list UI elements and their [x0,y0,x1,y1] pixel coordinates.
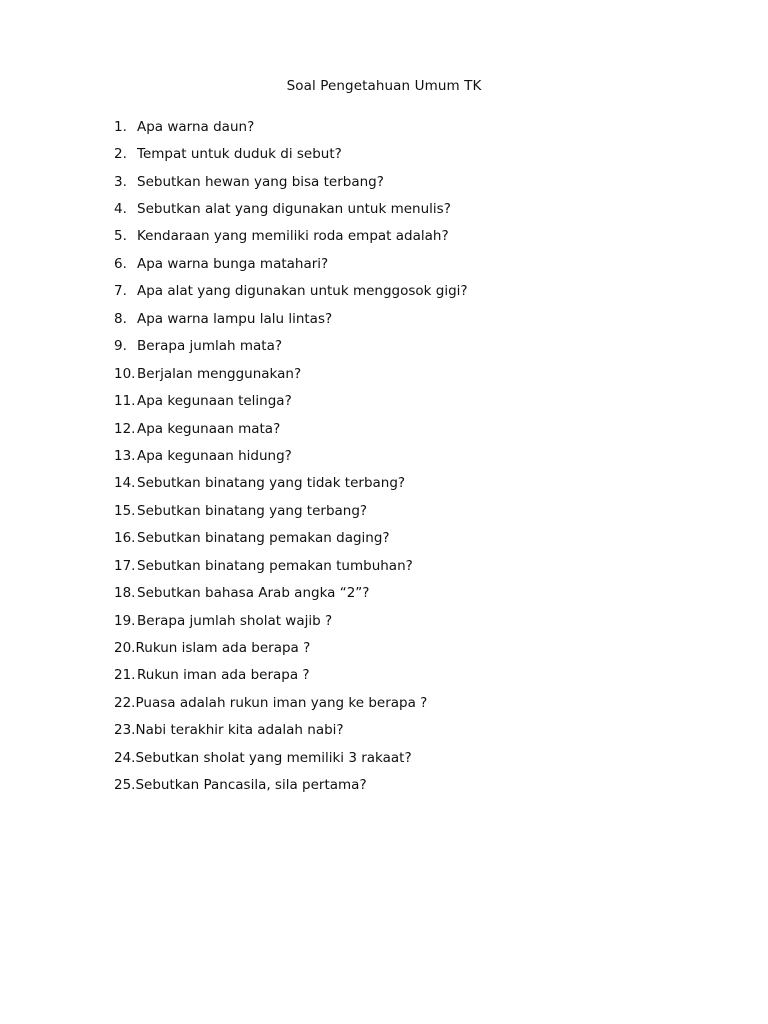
question-text: Apa warna bunga matahari? [137,255,329,272]
question-item [114,333,714,360]
question-number: 25. [114,777,136,794]
question-text: Apa warna lampu lalu lintas? [137,310,333,327]
question-text: Kendaraan yang memiliki roda empat adalah? [137,228,449,245]
question-text: Berapa jumlah mata? [137,338,283,355]
question-item [114,607,714,634]
question-number: 13. [114,447,136,464]
question-number: 15. [114,502,136,519]
question-text: Sebutkan alat yang digunakan untuk menulis? [137,201,451,218]
question-item [114,168,714,195]
question-item [114,689,714,716]
question-number: 20. [114,640,136,657]
question-number: 9. [114,338,127,355]
question-number: 24. [114,749,136,766]
question-list [114,113,714,799]
question-text: Apa kegunaan mata? [137,420,281,437]
question-item [114,744,714,771]
question-item [114,497,714,524]
question-number: 1. [114,118,127,135]
question-number: 7. [114,283,127,300]
question-text: Puasa adalah rukun iman yang ke berapa ? [135,694,428,711]
question-number: 16. [114,530,136,547]
question-text: Sebutkan binatang pemakan tumbuhan? [137,557,413,574]
question-number: 19. [114,612,136,629]
question-text: Sebutkan binatang yang tidak terbang? [137,475,406,492]
question-number: 11. [114,393,136,410]
question-item [114,717,714,744]
question-text: Apa alat yang digunakan untuk menggosok gigi? [137,283,468,300]
question-text: Sebutkan hewan yang bisa terbang? [137,173,384,190]
question-item [114,552,714,579]
question-number: 8. [114,310,127,327]
question-text: Rukun iman ada berapa ? [137,667,310,684]
question-item [114,223,714,250]
question-number: 23. [114,722,136,739]
question-item [114,579,714,606]
question-item [114,662,714,689]
question-text: Nabi terakhir kita adalah nabi? [135,722,344,739]
question-text: Rukun islam ada berapa ? [135,640,311,657]
question-text: Sebutkan bahasa Arab angka “2”? [137,585,370,602]
question-number: 4. [114,201,127,218]
question-number: 18. [114,585,136,602]
question-item [114,250,714,277]
question-text: Apa kegunaan hidung? [137,447,292,464]
question-item [114,415,714,442]
question-item [114,634,714,661]
document-title: Soal Pengetahuan Umum TK [286,78,482,94]
question-item [114,360,714,387]
question-number: 2. [114,146,127,163]
question-item [114,387,714,414]
question-item [114,140,714,167]
question-text: Sebutkan binatang pemakan daging? [137,530,390,547]
question-text: Apa warna daun? [137,118,255,135]
question-text: Apa kegunaan telinga? [137,393,292,410]
question-text: Tempat untuk duduk di sebut? [137,146,342,163]
question-item [114,525,714,552]
question-text: Sebutkan Pancasila, sila pertama? [135,777,367,794]
question-item [114,278,714,305]
question-item [114,305,714,332]
question-number: 12. [114,420,136,437]
question-number: 17. [114,557,136,574]
question-number: 6. [114,255,127,272]
question-item [114,113,714,140]
question-text: Sebutkan sholat yang memiliki 3 rakaat? [135,749,412,766]
question-item [114,772,714,799]
question-text: Berjalan menggunakan? [137,365,302,382]
question-number: 5. [114,228,127,245]
question-number: 14. [114,475,136,492]
question-number: 21. [114,667,136,684]
question-item [114,442,714,469]
question-item [114,470,714,497]
question-item [114,195,714,222]
question-text: Sebutkan binatang yang terbang? [137,502,368,519]
question-text: Berapa jumlah sholat wajib ? [137,612,333,629]
question-number: 3. [114,173,127,190]
question-number: 10. [114,365,136,382]
question-number: 22. [114,694,136,711]
